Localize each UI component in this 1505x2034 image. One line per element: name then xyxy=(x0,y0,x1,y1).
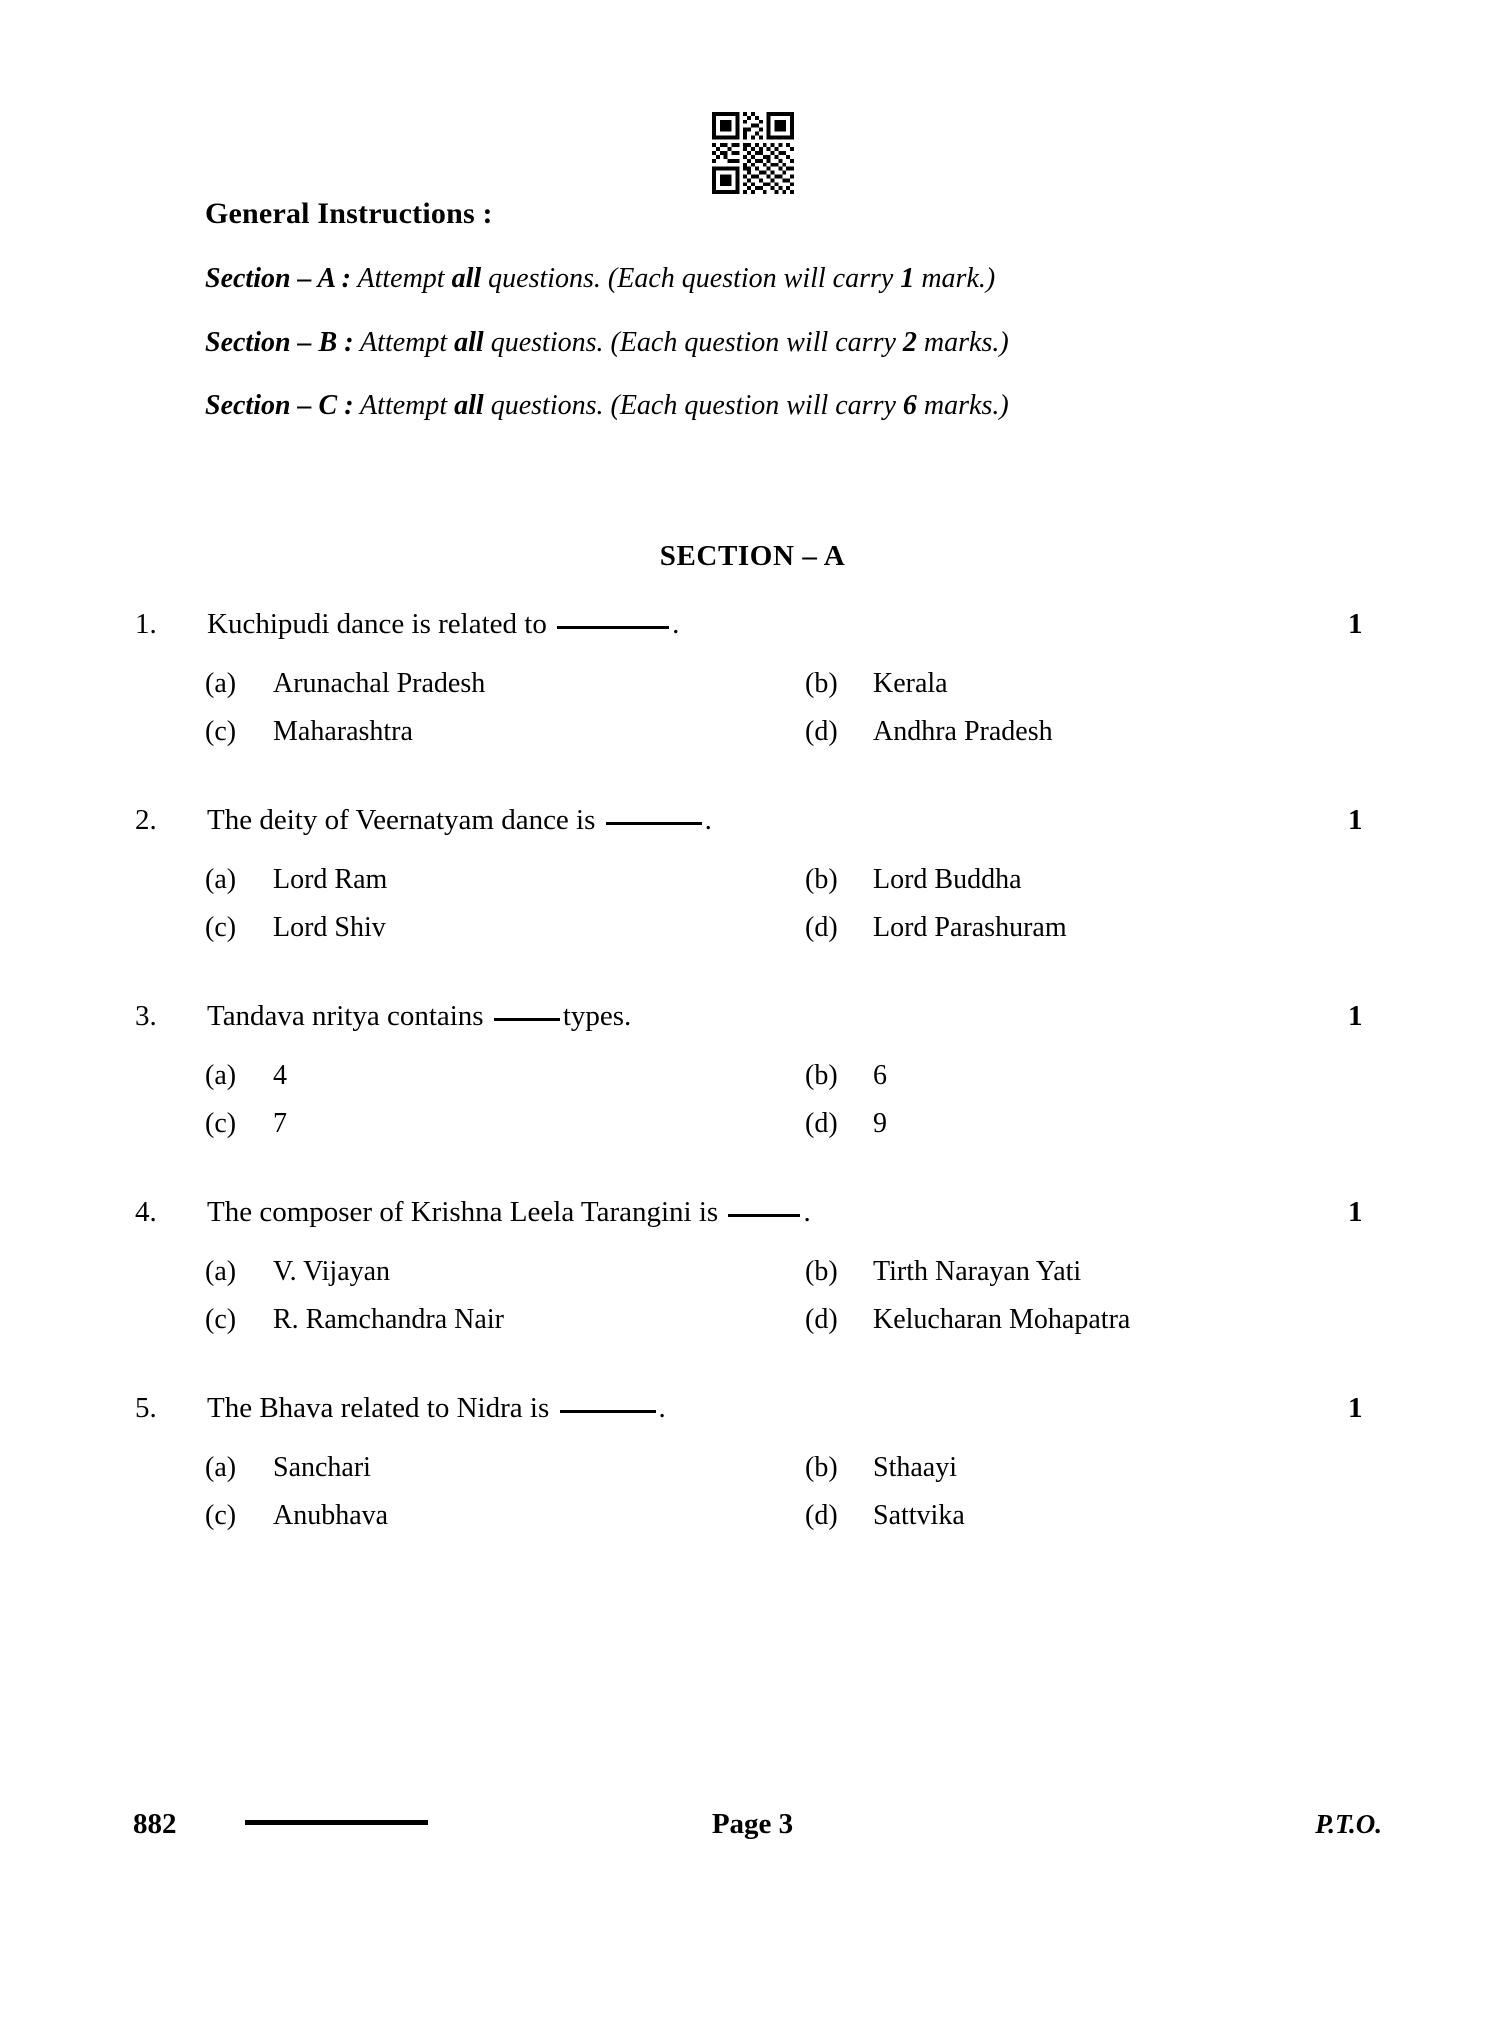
option-text: Maharashtra xyxy=(273,716,413,747)
option-label: (a) xyxy=(205,668,237,699)
option-text: Kelucharan Mohapatra xyxy=(873,1304,1131,1335)
option-text: Lord Shiv xyxy=(273,912,386,943)
question-text-before-blank: The composer of Krishna Leela Tarangini is xyxy=(207,1196,719,1228)
option-label: (a) xyxy=(205,1060,237,1091)
option-row xyxy=(0,660,1505,708)
answer-blank xyxy=(560,1410,656,1413)
instruction-text-after: questions. (Each question will carry xyxy=(481,263,901,294)
option-label: (b) xyxy=(805,1452,838,1483)
question-text-before-blank: Tandava nritya contains xyxy=(207,1000,484,1032)
instruction-text-tail: marks.) xyxy=(916,326,1009,358)
question-list xyxy=(0,600,1505,1580)
option-c[interactable] xyxy=(205,1492,388,1540)
instruction-section-label: Section – C : xyxy=(205,390,354,422)
instruction-section-label: Section – A : xyxy=(205,263,351,294)
answer-blank xyxy=(606,822,702,825)
option-text: Andhra Pradesh xyxy=(873,716,1053,747)
option-row xyxy=(0,1100,1505,1148)
question-stem-row xyxy=(0,796,1505,844)
instruction-text-tail: marks.) xyxy=(916,390,1009,422)
answer-blank xyxy=(557,626,669,629)
question-marks: 1 xyxy=(1348,804,1363,836)
question-text-after-blank: . xyxy=(803,1196,811,1228)
question-stem-row xyxy=(0,600,1505,648)
option-text: Sattvika xyxy=(873,1500,965,1531)
instruction-marks-value: 2 xyxy=(902,326,917,358)
question-text xyxy=(207,600,679,648)
option-text: Tirth Narayan Yati xyxy=(873,1256,1082,1287)
option-text: Lord Ram xyxy=(273,864,388,895)
question-block xyxy=(0,600,1505,756)
option-label: (d) xyxy=(805,912,838,943)
qr-code xyxy=(712,112,794,194)
option-list xyxy=(0,1248,1505,1344)
option-label: (b) xyxy=(805,864,838,895)
option-d[interactable] xyxy=(805,1296,1130,1344)
instruction-line-list xyxy=(205,262,1385,423)
question-marks: 1 xyxy=(1348,1000,1363,1032)
question-text-before-blank: The Bhava related to Nidra is xyxy=(207,1392,550,1424)
option-list xyxy=(0,1052,1505,1148)
question-marks: 1 xyxy=(1348,1392,1363,1424)
option-c[interactable] xyxy=(205,1296,504,1344)
option-b[interactable] xyxy=(805,660,948,708)
option-a[interactable] xyxy=(205,1248,390,1296)
paper-code: 882 xyxy=(133,1808,177,1840)
option-label: (c) xyxy=(205,1108,237,1139)
option-label: (c) xyxy=(205,716,237,747)
option-row xyxy=(0,708,1505,756)
question-stem-row xyxy=(0,1384,1505,1432)
option-text: Anubhava xyxy=(273,1500,389,1531)
option-label: (d) xyxy=(805,1500,838,1531)
option-label: (c) xyxy=(205,1500,237,1531)
section-title: SECTION – A xyxy=(659,540,846,572)
instruction-text-before: Attempt xyxy=(353,326,455,358)
question-number: 5. xyxy=(135,1392,157,1424)
instruction-emphasis: all xyxy=(454,326,484,358)
instruction-line xyxy=(205,262,1385,296)
question-text xyxy=(207,796,712,844)
option-label: (b) xyxy=(805,1060,838,1091)
option-row xyxy=(0,856,1505,904)
option-label: (d) xyxy=(805,1108,838,1139)
option-row xyxy=(0,904,1505,952)
option-row xyxy=(0,1296,1505,1344)
option-b[interactable] xyxy=(805,1052,887,1100)
page-number: Page 3 xyxy=(711,1808,794,1840)
option-text: Sanchari xyxy=(273,1452,371,1483)
instruction-emphasis: all xyxy=(454,390,484,422)
question-stem-row xyxy=(0,992,1505,1040)
option-label: (a) xyxy=(205,1256,237,1287)
instruction-emphasis: all xyxy=(451,263,482,294)
instruction-line xyxy=(205,326,1385,360)
option-a[interactable] xyxy=(205,1444,371,1492)
pto-label: P.T.O. xyxy=(1315,1809,1382,1839)
answer-blank xyxy=(728,1214,800,1217)
question-text-after-blank: . xyxy=(704,804,712,836)
option-text: Lord Parashuram xyxy=(873,912,1067,943)
answer-blank xyxy=(494,1018,560,1021)
option-label: (a) xyxy=(205,1452,237,1483)
question-marks: 1 xyxy=(1348,608,1363,640)
question-block xyxy=(0,992,1505,1148)
option-d[interactable] xyxy=(805,708,1053,756)
instruction-text-after: questions. (Each question will carry xyxy=(483,390,903,422)
option-text: 9 xyxy=(873,1108,887,1139)
option-row xyxy=(0,1492,1505,1540)
option-row xyxy=(0,1248,1505,1296)
instruction-marks-value: 1 xyxy=(900,263,915,294)
option-text: Kerala xyxy=(873,668,948,699)
option-label: (d) xyxy=(805,1304,838,1335)
instruction-line xyxy=(205,389,1385,423)
option-label: (b) xyxy=(805,668,838,699)
question-text-after-blank: . xyxy=(658,1392,666,1424)
instruction-text-before: Attempt xyxy=(353,390,455,422)
option-label: (c) xyxy=(205,1304,237,1335)
instruction-text-before: Attempt xyxy=(350,263,452,294)
question-text-after-blank: types. xyxy=(562,1000,632,1032)
instructions-heading: General Instructions : xyxy=(205,197,493,230)
option-d[interactable] xyxy=(805,1100,887,1148)
option-list xyxy=(0,856,1505,952)
question-number: 2. xyxy=(135,804,157,836)
option-d[interactable] xyxy=(805,904,1067,952)
option-b[interactable] xyxy=(805,856,1022,904)
option-text: Arunachal Pradesh xyxy=(273,668,486,699)
option-c[interactable] xyxy=(205,1100,287,1148)
option-label: (c) xyxy=(205,912,237,943)
question-text xyxy=(207,1188,811,1236)
option-text: V. Vijayan xyxy=(273,1256,391,1287)
option-label: (d) xyxy=(805,716,838,747)
instruction-section-label: Section – B : xyxy=(205,326,354,358)
question-number: 4. xyxy=(135,1196,157,1228)
option-row xyxy=(0,1444,1505,1492)
option-label: (b) xyxy=(805,1256,838,1287)
question-marks: 1 xyxy=(1348,1196,1363,1228)
instruction-text-after: questions. (Each question will carry xyxy=(483,326,903,358)
option-text: R. Ramchandra Nair xyxy=(273,1304,504,1335)
option-list xyxy=(0,1444,1505,1540)
option-text: 4 xyxy=(273,1060,287,1091)
question-text xyxy=(207,992,631,1040)
option-b[interactable] xyxy=(805,1248,1081,1296)
option-list xyxy=(0,660,1505,756)
option-d[interactable] xyxy=(805,1492,965,1540)
question-text-before-blank: Kuchipudi dance is related to xyxy=(207,608,547,640)
option-text: Sthaayi xyxy=(873,1452,957,1483)
question-stem-row xyxy=(0,1188,1505,1236)
option-text: 7 xyxy=(273,1108,287,1139)
question-block xyxy=(0,1384,1505,1540)
option-text: Lord Buddha xyxy=(873,864,1022,895)
option-row xyxy=(0,1052,1505,1100)
option-text: 6 xyxy=(873,1060,887,1091)
page-footer xyxy=(0,1800,1505,1860)
question-number: 1. xyxy=(135,608,157,640)
question-number: 3. xyxy=(135,1000,157,1032)
option-c[interactable] xyxy=(205,708,413,756)
option-b[interactable] xyxy=(805,1444,957,1492)
question-text xyxy=(207,1384,666,1432)
question-block xyxy=(0,1188,1505,1344)
option-c[interactable] xyxy=(205,904,386,952)
option-a[interactable] xyxy=(205,1052,287,1100)
instruction-marks-value: 6 xyxy=(902,390,917,422)
question-text-before-blank: The deity of Veernatyam dance is xyxy=(207,804,596,836)
option-label: (a) xyxy=(205,864,237,895)
option-a[interactable] xyxy=(205,856,387,904)
question-block xyxy=(0,796,1505,952)
question-text-after-blank: . xyxy=(672,608,680,640)
general-instructions xyxy=(205,196,1385,453)
option-a[interactable] xyxy=(205,660,485,708)
instruction-text-tail: mark.) xyxy=(914,263,996,294)
